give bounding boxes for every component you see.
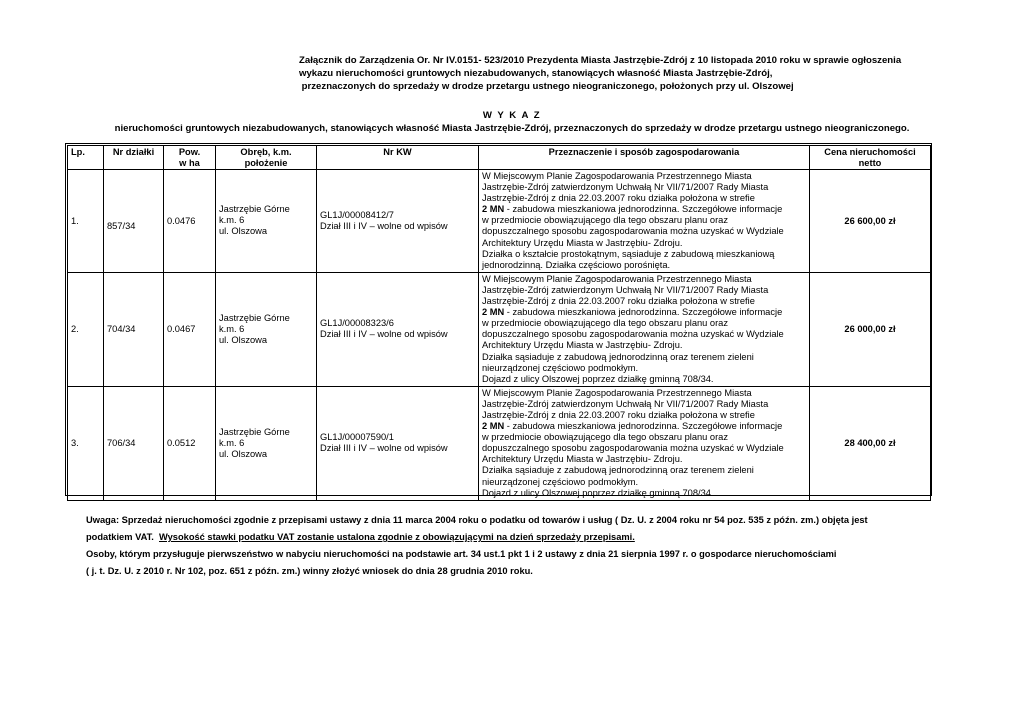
row-nr-dzialki: 704/34 (104, 272, 164, 386)
desc-line: Działka sąsiaduje z zabudową jednorodzinną oraz terenem zieleni (482, 465, 754, 476)
row-description (479, 272, 810, 386)
header-cena-line2: netto (858, 158, 882, 168)
zone-code: 2 MN (482, 421, 505, 432)
desc-line: jednorodzinną. Działka częściowo porośnięta. (482, 259, 671, 270)
row-nr-dzialki: 857/34 (104, 170, 164, 273)
row-kw-number: GL1J/00007590/1 (320, 432, 394, 443)
note-osoby-line2: ( j. t. Dz. U. z 2010 r. Nr 102, poz. 651 z późn. zm.) winny złożyć wniosek do dnia 28 grudnia 2010 roku. (86, 566, 533, 576)
row-lp: 1. (68, 170, 104, 273)
desc-line-text: - zabudowa mieszkaniowa jednorodzinna. Szczegółowe informacje (504, 421, 783, 432)
header-cena (810, 146, 931, 170)
desc-line: Dojazd z ulicy Olszowej poprzez działkę gminną 708/34. (482, 487, 714, 498)
property-table (67, 145, 931, 501)
desc-line: Jastrzębie-Zdrój zatwierdzonym Uchwałą Nr VII/71/2007 Rady Miasta (482, 284, 769, 295)
zone-code: 2 MN (482, 307, 505, 318)
desc-line-text: - zabudowa mieszkaniowa jednorodzinna. Szczegółowe informacje (504, 204, 783, 215)
header-pow (164, 146, 216, 170)
row-nr-kw (317, 272, 479, 386)
row-pow: 0.0512 (164, 386, 216, 500)
row-description (479, 170, 810, 273)
row-location-line3: ul. Olszowa (219, 334, 268, 345)
desc-line (482, 307, 806, 318)
row-location-line1: Jastrzębie Górne (219, 312, 290, 323)
note-vat-text: podatkiem VAT. (86, 532, 160, 542)
desc-line: Jastrzębie-Zdrój zatwierdzonym Uchwałą Nr VII/71/2007 Rady Miasta (482, 398, 769, 409)
desc-line: nieurządzonej częściowo podmokłym. (482, 362, 639, 373)
header-line-2: wykazu nieruchomości gruntowych niezabudowanych, stanowiących własność Miasta Jastrzębie-Zdrój, (299, 68, 773, 79)
note-osoby-line1: Osoby, którym przysługuje pierwszeństwo w nabyciu nieruchomości na podstawie art. 34 ust.1 pkt 1 i 2 ustawy z dnia 21 sierpnia 1997 r. o gospodarce nieruchomościami (86, 549, 837, 559)
row-lp: 2. (68, 272, 104, 386)
row-price: 26 600,00 zł (810, 170, 931, 273)
notes-section (86, 512, 938, 580)
row-nr-kw (317, 386, 479, 500)
desc-line: w przedmiocie obowiązującego dla tego obszaru planu oraz (482, 432, 728, 443)
row-location-line3: ul. Olszowa (219, 226, 268, 237)
row-description (479, 386, 810, 500)
header-obreb-line2: położenie (244, 158, 288, 168)
header-kw-label: Nr KW (383, 147, 412, 157)
row-location-line1: Jastrzębie Górne (219, 204, 290, 215)
row-pow: 0.0467 (164, 272, 216, 386)
row-location (216, 170, 317, 273)
note-uwaga-line2 (86, 529, 938, 546)
header-obreb-line1: Obręb, k.m. (240, 147, 292, 157)
row-location-line2: k.m. 6 (219, 437, 245, 448)
row-location (216, 386, 317, 500)
header-pow-line2: w ha (179, 158, 200, 168)
row-lp: 3. (68, 386, 104, 500)
header-przezn-label: Przeznaczenie i sposób zagospodarowania (548, 147, 740, 157)
note-uwaga-line1: Uwaga: Sprzedaż nieruchomości zgodnie z przepisami ustawy z dnia 11 marca 2004 roku o podatku od towarów i usług ( Dz. U. z 2004 roku nr 54 poz. 535 z późn. zm.) objęta jest (86, 515, 868, 525)
row-nr-dzialki: 706/34 (104, 386, 164, 500)
desc-line: Architektury Urzędu Miasta w Jastrzębiu- Zdroju. (482, 237, 683, 248)
desc-line: w przedmiocie obowiązującego dla tego obszaru planu oraz (482, 215, 728, 226)
row-kw-number: GL1J/00008323/6 (320, 318, 394, 329)
table-row (68, 170, 931, 273)
row-price: 28 400,00 zł (810, 386, 931, 500)
desc-line: dopuszczalnego sposobu zagospodarowania można uzyskać w Wydziale (482, 443, 784, 454)
header-pow-line1: Pow. (178, 147, 201, 157)
row-kw-number: GL1J/00008412/7 (320, 209, 394, 220)
zone-code: 2 MN (482, 204, 505, 215)
row-location-line1: Jastrzębie Górne (219, 426, 290, 437)
desc-line: Jastrzębie-Zdrój zatwierdzonym Uchwałą Nr VII/71/2007 Rady Miasta (482, 182, 769, 193)
desc-line (482, 421, 806, 432)
desc-line: Architektury Urzędu Miasta w Jastrzębiu- Zdroju. (482, 454, 683, 465)
desc-line: Działka sąsiaduje z zabudową jednorodzinną oraz terenem zieleni (482, 351, 754, 362)
row-nr-kw (317, 170, 479, 273)
header-line-1: Załącznik do Zarządzenia Or. Nr IV.0151- 523/2010 Prezydenta Miasta Jastrzębie-Zdrój z 10 listopada 2010 roku w sprawie ogłoszenia (299, 55, 902, 66)
desc-line (482, 204, 806, 215)
header-przeznaczenie (479, 146, 810, 170)
desc-line: W Miejscowym Planie Zagospodarowania Przestrzennego Miasta (482, 387, 752, 398)
header-obreb (216, 146, 317, 170)
table-row (68, 386, 931, 500)
table-row (68, 272, 931, 386)
desc-line: Jastrzębie-Zdrój z dnia 22.03.2007 roku działka położona w strefie (482, 409, 755, 420)
header-nr-dzialki (104, 146, 164, 170)
desc-line: Jastrzębie-Zdrój z dnia 22.03.2007 roku działka położona w strefie (482, 296, 755, 307)
row-price: 26 000,00 zł (810, 272, 931, 386)
row-pow: 0.0476 (164, 170, 216, 273)
desc-line: Jastrzębie-Zdrój z dnia 22.03.2007 roku działka położona w strefie (482, 193, 755, 204)
desc-line-text: - zabudowa mieszkaniowa jednorodzinna. Szczegółowe informacje (504, 307, 783, 318)
note-vat-underlined: Wysokość stawki podatku VAT zostanie ustalona zgodnie z obowiązującymi na dzień sprzedaży przepisami. (159, 532, 635, 542)
table-header-row (68, 146, 931, 170)
desc-line: Działka o kształcie prostokątnym, sąsiaduje z zabudową mieszkaniową (482, 248, 775, 259)
desc-line: W Miejscowym Planie Zagospodarowania Przestrzennego Miasta (482, 273, 752, 284)
row-location-line2: k.m. 6 (219, 215, 245, 226)
header-line-3: przeznaczonych do sprzedaży w drodze przetargu ustnego nieograniczonego, położonych przy ul. Olszowej (299, 81, 794, 92)
desc-line: W Miejscowym Planie Zagospodarowania Przestrzennego Miasta (482, 171, 752, 181)
desc-line: dopuszczalnego sposobu zagospodarowania można uzyskać w Wydziale (482, 329, 784, 340)
header-lp-label: Lp. (71, 147, 85, 157)
row-location-line3: ul. Olszowa (219, 448, 268, 459)
header-nr-label: Nr działki (112, 147, 155, 157)
document-title: W Y K A Z (482, 110, 542, 121)
row-kw-note: Dział III i IV – wolne od wpisów (320, 220, 448, 231)
document-subtitle: nieruchomości gruntowych niezabudowanych, stanowiących własność Miasta Jastrzębie-Zdrój, przeznaczonych do sprzedaży w drodze przetargu ustnego nieograniczonego. (114, 123, 910, 134)
row-location (216, 272, 317, 386)
row-kw-note: Dział III i IV – wolne od wpisów (320, 443, 448, 454)
header-lp (68, 146, 104, 170)
header-nr-kw (317, 146, 479, 170)
desc-line: w przedmiocie obowiązującego dla tego obszaru planu oraz (482, 318, 728, 329)
desc-line: Architektury Urzędu Miasta w Jastrzębiu- Zdroju. (482, 340, 683, 351)
desc-line: dopuszczalnego sposobu zagospodarowania można uzyskać w Wydziale (482, 226, 784, 237)
row-location-line2: k.m. 6 (219, 323, 245, 334)
row-kw-note: Dział III i IV – wolne od wpisów (320, 329, 448, 340)
desc-line: Dojazd z ulicy Olszowej poprzez działkę gminną 708/34. (482, 373, 714, 384)
document-header (299, 54, 939, 93)
header-cena-line1: Cena nieruchomości (824, 147, 916, 157)
desc-line: nieurządzonej częściowo podmokłym. (482, 476, 639, 487)
